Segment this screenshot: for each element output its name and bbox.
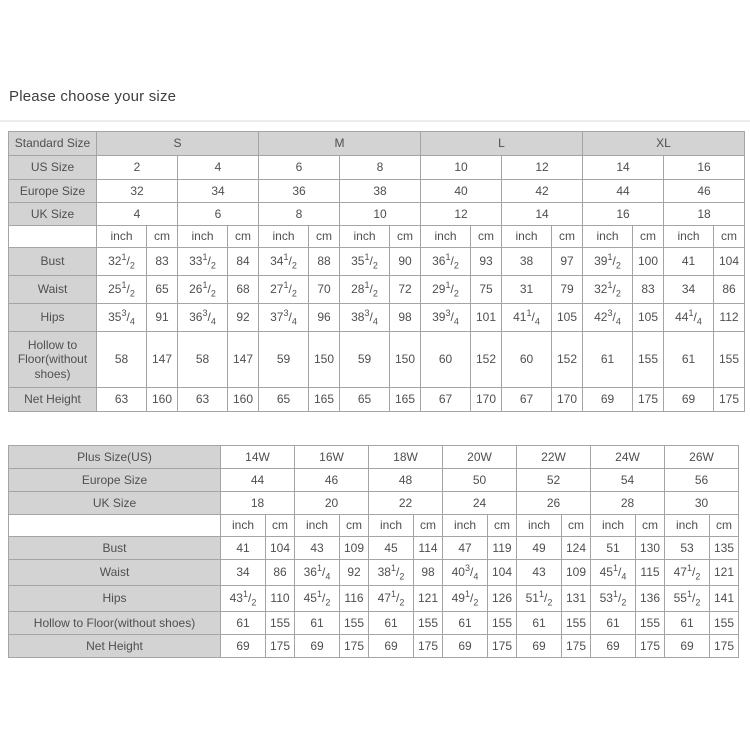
value-cell: 38 bbox=[340, 180, 421, 203]
value-cell: 91 bbox=[147, 304, 178, 332]
value-cell: 175 bbox=[414, 635, 443, 658]
value-cell: $39^3/_4$ bbox=[421, 304, 471, 332]
value-cell: 16 bbox=[583, 203, 664, 226]
value-cell: 61 bbox=[295, 612, 340, 635]
value-cell: $55^1/_2$ bbox=[665, 586, 710, 612]
value-cell: inch bbox=[665, 515, 710, 537]
header-cell: UK Size bbox=[9, 492, 221, 515]
value-cell: 104 bbox=[714, 248, 745, 276]
value-cell: 165 bbox=[309, 388, 340, 412]
value-cell: 150 bbox=[390, 332, 421, 388]
value-cell: 97 bbox=[552, 248, 583, 276]
value-cell: $27^1/_2$ bbox=[259, 276, 309, 304]
value-cell: 14 bbox=[502, 203, 583, 226]
table-row bbox=[9, 492, 739, 515]
value-cell: 18 bbox=[221, 492, 295, 515]
value-cell: 75 bbox=[471, 276, 502, 304]
value-cell: 46 bbox=[664, 180, 745, 203]
value-cell: 14 bbox=[583, 156, 664, 180]
table-row bbox=[9, 180, 745, 203]
value-cell: $29^1/_2$ bbox=[421, 276, 471, 304]
value-cell: 155 bbox=[710, 612, 739, 635]
header-cell: Waist bbox=[9, 560, 221, 586]
value-cell: 98 bbox=[390, 304, 421, 332]
value-cell: 63 bbox=[178, 388, 228, 412]
value-cell: $43^1/_2$ bbox=[221, 586, 266, 612]
value-cell: inch bbox=[221, 515, 266, 537]
value-cell: 114 bbox=[414, 537, 443, 560]
value-cell: 22 bbox=[369, 492, 443, 515]
value-cell: 61 bbox=[517, 612, 562, 635]
value-cell: cm bbox=[390, 226, 421, 248]
value-cell: 59 bbox=[259, 332, 309, 388]
value-cell: $35^3/_4$ bbox=[97, 304, 147, 332]
table-gap bbox=[8, 412, 750, 436]
value-cell: 135 bbox=[710, 537, 739, 560]
value-cell: 53 bbox=[665, 537, 710, 560]
value-cell: cm bbox=[710, 515, 739, 537]
value-cell: $40^3/_4$ bbox=[443, 560, 488, 586]
value-cell: 69 bbox=[443, 635, 488, 658]
value-cell: inch bbox=[443, 515, 488, 537]
value-cell: 90 bbox=[390, 248, 421, 276]
value-cell: cm bbox=[340, 515, 369, 537]
value-cell: 175 bbox=[714, 388, 745, 412]
value-cell: 61 bbox=[664, 332, 714, 388]
value-cell: inch bbox=[664, 226, 714, 248]
value-cell: 34 bbox=[178, 180, 259, 203]
value-cell: 92 bbox=[340, 560, 369, 586]
value-cell: 124 bbox=[562, 537, 591, 560]
table-row bbox=[9, 612, 739, 635]
table-row bbox=[9, 203, 745, 226]
value-cell: 49 bbox=[517, 537, 562, 560]
value-cell: 61 bbox=[583, 332, 633, 388]
value-cell: 51 bbox=[591, 537, 636, 560]
value-cell: 60 bbox=[421, 332, 471, 388]
value-cell: 101 bbox=[471, 304, 502, 332]
value-cell: 68 bbox=[228, 276, 259, 304]
value-cell: 18W bbox=[369, 446, 443, 469]
value-cell: $41^1/_4$ bbox=[502, 304, 552, 332]
value-cell: cm bbox=[633, 226, 664, 248]
value-cell: cm bbox=[714, 226, 745, 248]
value-cell: cm bbox=[147, 226, 178, 248]
value-cell: $38^1/_2$ bbox=[369, 560, 414, 586]
value-cell: 119 bbox=[488, 537, 517, 560]
value-cell: $37^3/_4$ bbox=[259, 304, 309, 332]
value-cell: 40 bbox=[421, 180, 502, 203]
value-cell: 61 bbox=[221, 612, 266, 635]
value-cell: 155 bbox=[636, 612, 665, 635]
value-cell: $45^1/_4$ bbox=[591, 560, 636, 586]
value-cell: 131 bbox=[562, 586, 591, 612]
value-cell: $35^1/_2$ bbox=[340, 248, 390, 276]
value-cell: 155 bbox=[266, 612, 295, 635]
value-cell: 69 bbox=[221, 635, 266, 658]
value-cell: 152 bbox=[471, 332, 502, 388]
value-cell: 130 bbox=[636, 537, 665, 560]
value-cell: 61 bbox=[443, 612, 488, 635]
table-row bbox=[9, 304, 745, 332]
value-cell: 26 bbox=[517, 492, 591, 515]
value-cell: $36^1/_2$ bbox=[421, 248, 471, 276]
value-cell: 69 bbox=[665, 635, 710, 658]
table-row bbox=[9, 635, 739, 658]
header-cell: Bust bbox=[9, 537, 221, 560]
value-cell: 42 bbox=[502, 180, 583, 203]
value-cell: 86 bbox=[266, 560, 295, 586]
value-cell: 12 bbox=[421, 203, 502, 226]
value-cell: 69 bbox=[295, 635, 340, 658]
value-cell: 116 bbox=[340, 586, 369, 612]
value-cell: 12 bbox=[502, 156, 583, 180]
table-row bbox=[9, 560, 739, 586]
value-cell: 6 bbox=[178, 203, 259, 226]
value-cell: 60 bbox=[502, 332, 552, 388]
table-row bbox=[9, 248, 745, 276]
value-cell: cm bbox=[552, 226, 583, 248]
value-cell: 79 bbox=[552, 276, 583, 304]
table-row bbox=[9, 446, 739, 469]
header-cell: Hollow to Floor(without shoes) bbox=[9, 612, 221, 635]
value-cell: $44^1/_4$ bbox=[664, 304, 714, 332]
value-cell: 147 bbox=[147, 332, 178, 388]
table-row bbox=[9, 469, 739, 492]
value-cell: 59 bbox=[340, 332, 390, 388]
value-cell: $25^1/_2$ bbox=[97, 276, 147, 304]
value-cell: 170 bbox=[471, 388, 502, 412]
header-cell: Bust bbox=[9, 248, 97, 276]
value-cell: $26^1/_2$ bbox=[178, 276, 228, 304]
plus-size-table bbox=[8, 445, 739, 658]
value-cell: 22W bbox=[517, 446, 591, 469]
value-cell: 14W bbox=[221, 446, 295, 469]
value-cell: 84 bbox=[228, 248, 259, 276]
value-cell: 121 bbox=[710, 560, 739, 586]
value-cell: 165 bbox=[390, 388, 421, 412]
value-cell: 34 bbox=[221, 560, 266, 586]
value-cell: 20 bbox=[295, 492, 369, 515]
value-cell: 41 bbox=[221, 537, 266, 560]
value-cell: $53^1/_2$ bbox=[591, 586, 636, 612]
value-cell: 112 bbox=[714, 304, 745, 332]
value-cell: 31 bbox=[502, 276, 552, 304]
value-cell: 61 bbox=[369, 612, 414, 635]
value-cell: 72 bbox=[390, 276, 421, 304]
header-cell: Hips bbox=[9, 304, 97, 332]
value-cell: 109 bbox=[562, 560, 591, 586]
value-cell: 104 bbox=[488, 560, 517, 586]
value-cell: 4 bbox=[178, 156, 259, 180]
value-cell: cm bbox=[414, 515, 443, 537]
value-cell: $45^1/_2$ bbox=[295, 586, 340, 612]
value-cell: 126 bbox=[488, 586, 517, 612]
value-cell: 26W bbox=[665, 446, 739, 469]
value-cell: 105 bbox=[633, 304, 664, 332]
value-cell: 175 bbox=[488, 635, 517, 658]
value-cell: $47^1/_2$ bbox=[369, 586, 414, 612]
value-cell: 63 bbox=[97, 388, 147, 412]
value-cell: inch bbox=[295, 515, 340, 537]
header-cell: Hips bbox=[9, 586, 221, 612]
value-cell: 28 bbox=[591, 492, 665, 515]
value-cell: cm bbox=[309, 226, 340, 248]
value-cell bbox=[9, 515, 221, 537]
value-cell: 104 bbox=[266, 537, 295, 560]
header-cell: Waist bbox=[9, 276, 97, 304]
value-cell: 38 bbox=[502, 248, 552, 276]
table-row bbox=[9, 515, 739, 537]
value-cell: 69 bbox=[583, 388, 633, 412]
header-cell: Hollow to Floor(without shoes) bbox=[9, 332, 97, 388]
value-cell: 65 bbox=[340, 388, 390, 412]
value-cell: 93 bbox=[471, 248, 502, 276]
table-row bbox=[9, 132, 745, 156]
value-cell: inch bbox=[178, 226, 228, 248]
value-cell: 67 bbox=[502, 388, 552, 412]
header-cell: UK Size bbox=[9, 203, 97, 226]
value-cell: 155 bbox=[488, 612, 517, 635]
header-cell: Europe Size bbox=[9, 180, 97, 203]
value-cell: 155 bbox=[562, 612, 591, 635]
value-cell: 175 bbox=[636, 635, 665, 658]
value-cell: 175 bbox=[266, 635, 295, 658]
value-cell: 98 bbox=[414, 560, 443, 586]
value-cell: 175 bbox=[710, 635, 739, 658]
value-cell: $36^3/_4$ bbox=[178, 304, 228, 332]
value-cell: 65 bbox=[259, 388, 309, 412]
header-cell: M bbox=[259, 132, 421, 156]
value-cell: $39^1/_2$ bbox=[583, 248, 633, 276]
table-row bbox=[9, 537, 739, 560]
value-cell: 8 bbox=[340, 156, 421, 180]
value-cell: cm bbox=[228, 226, 259, 248]
value-cell: 175 bbox=[633, 388, 664, 412]
value-cell: 100 bbox=[633, 248, 664, 276]
value-cell: 155 bbox=[633, 332, 664, 388]
table-row bbox=[9, 276, 745, 304]
value-cell: 10 bbox=[421, 156, 502, 180]
value-cell: $36^1/_4$ bbox=[295, 560, 340, 586]
value-cell: inch bbox=[340, 226, 390, 248]
value-cell: 170 bbox=[552, 388, 583, 412]
tables-container bbox=[8, 131, 750, 658]
header-cell: Europe Size bbox=[9, 469, 221, 492]
value-cell: 50 bbox=[443, 469, 517, 492]
value-cell: 147 bbox=[228, 332, 259, 388]
value-cell: inch bbox=[369, 515, 414, 537]
value-cell: 150 bbox=[309, 332, 340, 388]
value-cell: 24W bbox=[591, 446, 665, 469]
value-cell: 155 bbox=[714, 332, 745, 388]
standard-size-table bbox=[8, 131, 745, 412]
value-cell: 92 bbox=[228, 304, 259, 332]
value-cell: 175 bbox=[562, 635, 591, 658]
value-cell: $32^1/_2$ bbox=[97, 248, 147, 276]
value-cell: 48 bbox=[369, 469, 443, 492]
value-cell: 175 bbox=[340, 635, 369, 658]
value-cell: 6 bbox=[259, 156, 340, 180]
value-cell: cm bbox=[636, 515, 665, 537]
header-cell: US Size bbox=[9, 156, 97, 180]
value-cell: 160 bbox=[228, 388, 259, 412]
table-row bbox=[9, 586, 739, 612]
value-cell: 105 bbox=[552, 304, 583, 332]
value-cell: 121 bbox=[414, 586, 443, 612]
value-cell: 47 bbox=[443, 537, 488, 560]
value-cell: inch bbox=[591, 515, 636, 537]
header-cell: S bbox=[97, 132, 259, 156]
header-cell: Net Height bbox=[9, 635, 221, 658]
value-cell: 69 bbox=[369, 635, 414, 658]
header-cell: L bbox=[421, 132, 583, 156]
value-cell: 58 bbox=[97, 332, 147, 388]
value-cell: 88 bbox=[309, 248, 340, 276]
value-cell: 45 bbox=[369, 537, 414, 560]
value-cell: 83 bbox=[147, 248, 178, 276]
value-cell: 18 bbox=[664, 203, 745, 226]
value-cell: $38^3/_4$ bbox=[340, 304, 390, 332]
value-cell: 65 bbox=[147, 276, 178, 304]
title-divider bbox=[0, 120, 750, 122]
value-cell bbox=[9, 226, 97, 248]
value-cell: 52 bbox=[517, 469, 591, 492]
value-cell: 44 bbox=[221, 469, 295, 492]
value-cell: $34^1/_2$ bbox=[259, 248, 309, 276]
value-cell: cm bbox=[471, 226, 502, 248]
value-cell: 41 bbox=[664, 248, 714, 276]
table-row bbox=[9, 332, 745, 388]
value-cell: 86 bbox=[714, 276, 745, 304]
value-cell: 46 bbox=[295, 469, 369, 492]
value-cell: 16W bbox=[295, 446, 369, 469]
value-cell: inch bbox=[259, 226, 309, 248]
header-cell: Standard Size bbox=[9, 132, 97, 156]
value-cell: 69 bbox=[664, 388, 714, 412]
value-cell: cm bbox=[488, 515, 517, 537]
value-cell: 54 bbox=[591, 469, 665, 492]
value-cell: 43 bbox=[517, 560, 562, 586]
value-cell: 83 bbox=[633, 276, 664, 304]
value-cell: cm bbox=[266, 515, 295, 537]
value-cell: 160 bbox=[147, 388, 178, 412]
value-cell: 70 bbox=[309, 276, 340, 304]
value-cell: $49^1/_2$ bbox=[443, 586, 488, 612]
value-cell: $32^1/_2$ bbox=[583, 276, 633, 304]
value-cell: 56 bbox=[665, 469, 739, 492]
header-cell: XL bbox=[583, 132, 745, 156]
value-cell: cm bbox=[562, 515, 591, 537]
table-row bbox=[9, 156, 745, 180]
value-cell: 141 bbox=[710, 586, 739, 612]
header-cell: Net Height bbox=[9, 388, 97, 412]
value-cell: 69 bbox=[591, 635, 636, 658]
value-cell: 43 bbox=[295, 537, 340, 560]
value-cell: 8 bbox=[259, 203, 340, 226]
value-cell: 61 bbox=[591, 612, 636, 635]
value-cell: 110 bbox=[266, 586, 295, 612]
value-cell: 4 bbox=[97, 203, 178, 226]
value-cell: 34 bbox=[664, 276, 714, 304]
value-cell: 96 bbox=[309, 304, 340, 332]
value-cell: 155 bbox=[340, 612, 369, 635]
value-cell: 155 bbox=[414, 612, 443, 635]
value-cell: $42^3/_4$ bbox=[583, 304, 633, 332]
header-cell: Plus Size(US) bbox=[9, 446, 221, 469]
value-cell: inch bbox=[97, 226, 147, 248]
value-cell: 30 bbox=[665, 492, 739, 515]
value-cell: $47^1/_2$ bbox=[665, 560, 710, 586]
value-cell: 69 bbox=[517, 635, 562, 658]
value-cell: $51^1/_2$ bbox=[517, 586, 562, 612]
value-cell: inch bbox=[517, 515, 562, 537]
value-cell: 136 bbox=[636, 586, 665, 612]
value-cell: 44 bbox=[583, 180, 664, 203]
value-cell: inch bbox=[502, 226, 552, 248]
value-cell: $33^1/_2$ bbox=[178, 248, 228, 276]
value-cell: 58 bbox=[178, 332, 228, 388]
table-row bbox=[9, 388, 745, 412]
value-cell: 32 bbox=[97, 180, 178, 203]
table-row bbox=[9, 226, 745, 248]
value-cell: 115 bbox=[636, 560, 665, 586]
value-cell: $28^1/_2$ bbox=[340, 276, 390, 304]
value-cell: 36 bbox=[259, 180, 340, 203]
value-cell: 61 bbox=[665, 612, 710, 635]
value-cell: 10 bbox=[340, 203, 421, 226]
value-cell: 24 bbox=[443, 492, 517, 515]
value-cell: inch bbox=[583, 226, 633, 248]
value-cell: 109 bbox=[340, 537, 369, 560]
value-cell: inch bbox=[421, 226, 471, 248]
value-cell: 20W bbox=[443, 446, 517, 469]
value-cell: 2 bbox=[97, 156, 178, 180]
value-cell: 16 bbox=[664, 156, 745, 180]
page-title: Please choose your size bbox=[9, 88, 177, 105]
value-cell: 152 bbox=[552, 332, 583, 388]
value-cell: 67 bbox=[421, 388, 471, 412]
